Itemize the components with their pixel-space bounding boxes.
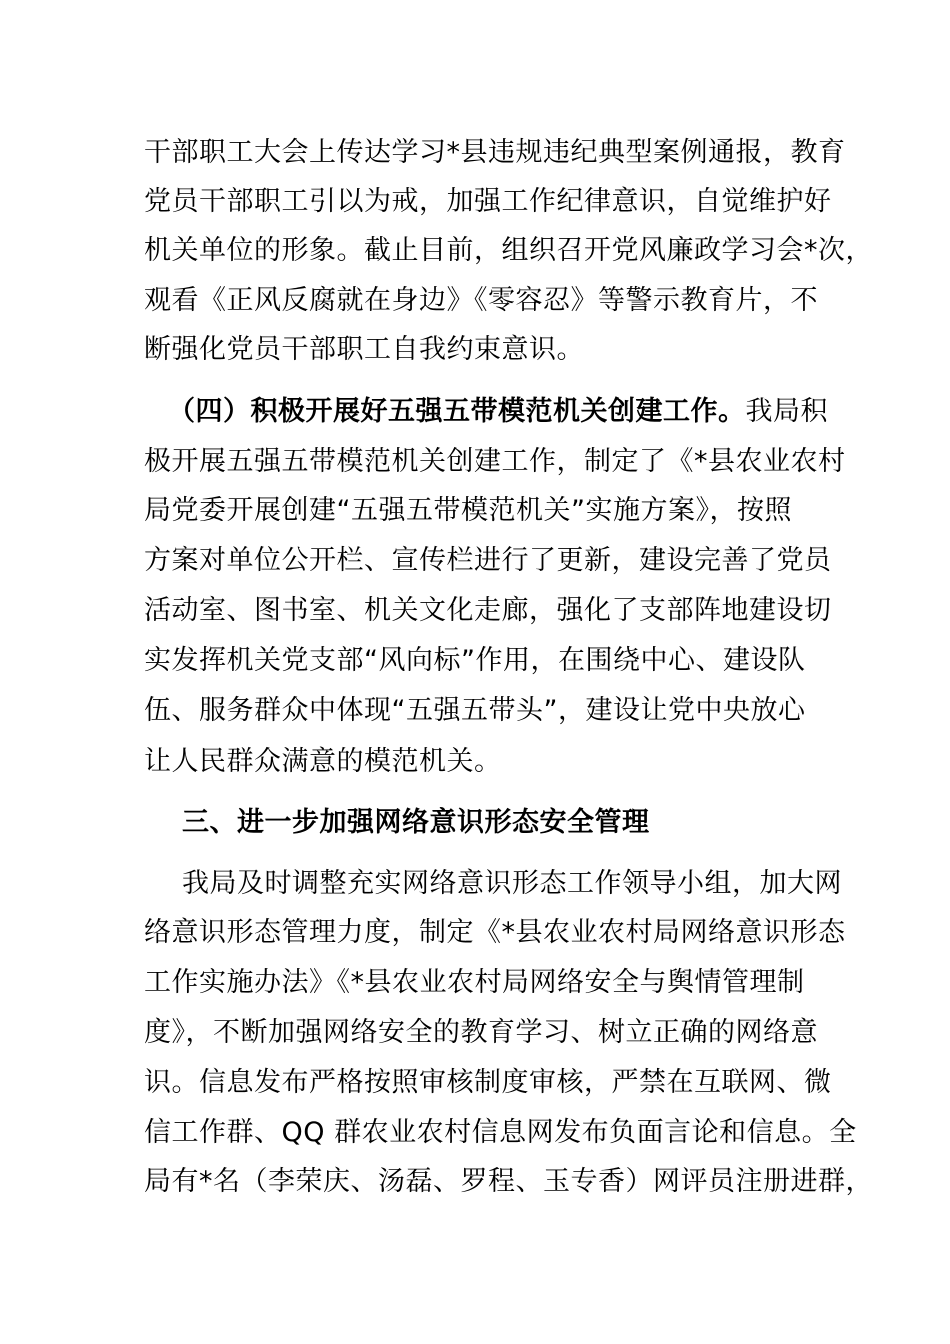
body-text-line: 干部职工大会上传达学习*县违规违纪典型案例通报，教育 — [144, 137, 846, 168]
body-text-line: 党员干部职工引以为戒，加强工作纪律意识，自觉维护好 — [144, 186, 832, 217]
body-text-line: 机关单位的形象。截止目前，组织召开党风廉政学习会*次， — [144, 235, 873, 266]
body-text-line: 局党委开展创建“五强五带模范机关”实施方案》，按照 — [144, 495, 792, 526]
body-text-line: 信工作群、QQ 群农业农村信息网发布负面言论和信息。全 — [144, 1117, 857, 1148]
body-text-line: 识。信息发布严格按照审核制度审核，严禁在互联网、微 — [144, 1067, 832, 1098]
section-heading: 三、进一步加强网络意识形态安全管理 — [182, 807, 650, 838]
subsection-heading: （四）积极开展好五强五带模范机关创建工作。 — [168, 396, 746, 427]
body-text-line: 实发挥机关党支部“风向标”作用，在围绕中心、建设队 — [144, 645, 806, 676]
body-text-line: 断强化党员干部职工自我约束意识。 — [144, 334, 584, 365]
body-text-line: 极开展五强五带模范机关创建工作，制定了《*县农业农村 — [144, 446, 846, 477]
body-text-line: 局有*名（李荣庆、汤磊、罗程、玉专香）网评员注册进群， — [144, 1166, 873, 1197]
body-text-span: 我局积 — [745, 396, 828, 427]
body-text-line: 络意识形态管理力度，制定《*县农业农村局网络意识形态 — [144, 917, 846, 948]
body-text-line: 工作实施办法》《*县农业农村局网络安全与舆情管理制 — [144, 967, 805, 998]
body-text-line: 方案对单位公开栏、宣传栏进行了更新，建设完善了党员 — [144, 545, 832, 576]
paragraph-first-line — [168, 395, 828, 429]
body-text-line: 我局及时调整充实网络意识形态工作领导小组，加大网 — [182, 868, 842, 899]
body-text-line: 度》，不断加强网络安全的教育学习、树立正确的网络意 — [144, 1017, 818, 1048]
body-text-line: 让人民群众满意的模范机关。 — [144, 746, 502, 777]
body-text-line: 观看《正风反腐就在身边》《零容忍》等警示教育片，不 — [144, 285, 818, 316]
body-text-line: 伍、服务群众中体现“五强五带头”，建设让党中央放心 — [144, 695, 806, 726]
body-text-line: 活动室、图书室、机关文化走廊，强化了支部阵地建设切 — [144, 595, 832, 626]
